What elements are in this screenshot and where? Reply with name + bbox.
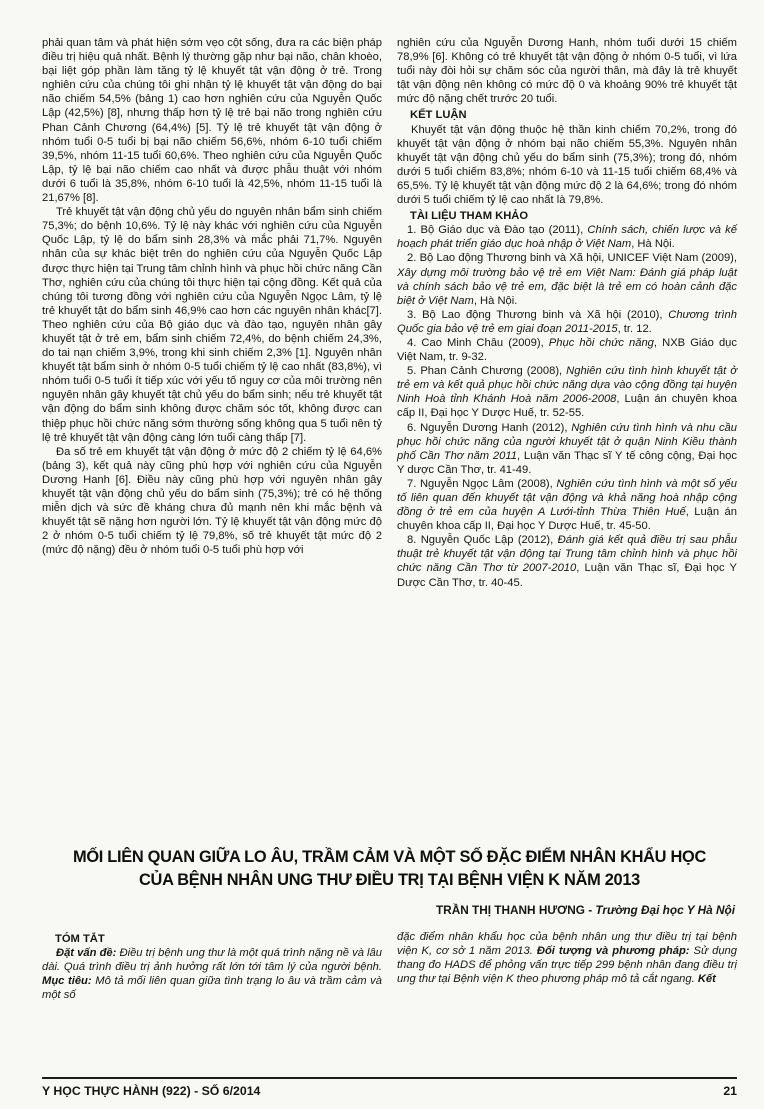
ref-authors: 4. Cao Minh Châu (2009),: [407, 336, 549, 349]
ref-title: Đánh giá kết quả điều trị sau phẫu thuật trẻ khuyết tật vận động tại Trung tâm chỉnh hình và phục hồi chức năng Cần Thơ từ 2007-2010: [397, 534, 737, 575]
abstract-text: Điều trị bệnh ung thư là một quá trình nặng nề và lâu dài. Quá trình điều trị ảnh hưởng rất lớn tới tâm lý của người bệnh.: [42, 947, 382, 974]
ref-authors: 6. Nguyễn Dương Hanh (2012),: [407, 421, 572, 434]
article2-title: [42, 846, 737, 892]
ref-authors: 2. Bộ Lao động Thương binh và Xã hội, UNICEF Việt Nam (2009),: [407, 252, 737, 265]
paragraph-causes: Trẻ khuyết tật vận động chủ yếu do nguyên nhân bẩm sinh chiếm 75,3%; do bệnh 10,6%. Tỷ lệ này khác với nghiên cứu của Nguyễn Quốc Lập, tỷ lệ do bẩm sinh 28,3% và mắc phải 71,7%. Nguyên nhân của sự khác biệt trên do nghiên cứu của Nguyễn Quốc Lập được thực hiện tại Trung tâm chỉnh hình và phục hồi chức năng Cần Thơ, nghiên cứu của chúng tôi thực hiện tại cộng đồng. Kết quả của chúng tôi tương đồng với nghiên cứu của Nguyễn Ngọc Lâm, tỷ lệ trẻ khuyết tật do bẩm sinh 46,9% cao hơn các nguyên nhân khác[7]. Theo nghiên cứu của Bộ giáo dục và đào tạo, nguyên nhân gây khuyết tật ở trẻ em, bẩm sinh chiếm 72,4%, do bệnh chiếm 24,3%, do tai nạn chiếm 3,9%, trong khi sinh chiếm 2,3% [1]. Nguyên nhân khuyết tật bẩm sinh ở nhóm 0-5 tuổi chiếm tỷ lệ cao nhất (83,8%), vì nhóm tuổi 0-5 tuổi ít tiếp xúc với yếu tố nguy cơ của môi trường nên nguyên nhân gây khuyết tật chủ yếu do bẩm sinh; nếu trẻ khuyết tật vận động do bẩm sinh không được chăm sóc tốt, không được can thiệp phục hồi chức năng sớm thường sống không qua 5 tuổi nên tỷ lệ trẻ khuyết tật vận động càng lớn tuổi càng thấp [7].: [42, 206, 382, 444]
abstract-paragraph: [397, 930, 737, 986]
ref-title: Nghiên cứu tình hình khuyết tật ở trẻ em và kết quả phục hồi chức năng dựa vào cộng đồng tại huyện Ninh Hoà tỉnh Khánh Hoà năm 2006-2008: [397, 365, 737, 406]
conclusion-heading: KẾT LUẬN: [410, 109, 467, 122]
abstract-heading: TÓM TẮT: [55, 933, 105, 945]
ref-tail: , Hà Nội.: [473, 294, 518, 307]
abstract-text: Sử dụng thang đo HADS để phỏng vấn trực tiếp 299 bệnh nhân đang điều trị ung thư tại Bệnh viện K theo phương pháp mô tả cắt ngang.: [397, 945, 737, 986]
abstract-paragraph: [42, 946, 382, 1002]
abstract-text: đặc điểm nhân khẩu học của bệnh nhân ung thư điều trị tại bệnh viện K, cơ sở 1 năm 2013.: [397, 931, 737, 958]
author-name: TRẦN THỊ THANH HƯƠNG -: [435, 903, 596, 917]
abstract-left-column: [42, 930, 382, 1002]
ref-tail: , Luận án chuyên khoa cấp II, Đại học Y Dược Huế, tr. 45-50.: [397, 506, 737, 533]
ref-tail: , tr. 12.: [617, 322, 652, 335]
title-line-2: CỦA BỆNH NHÂN UNG THƯ ĐIỀU TRỊ TẠI BỆNH VIỆN K NĂM 2013: [139, 871, 640, 889]
left-column: [42, 36, 382, 557]
reference-item: [397, 223, 737, 251]
reference-item: [397, 421, 737, 477]
references-heading: TÀI LIỆU THAM KHẢO: [410, 210, 529, 223]
page-footer: [42, 1077, 737, 1098]
reference-item: [397, 308, 737, 336]
abstract-text: Mô tả mối liên quan giữa tình trạng lo âu và trầm cảm và một số: [42, 975, 382, 1002]
title-line-1: MỐI LIÊN QUAN GIỮA LO ÂU, TRẦM CẢM VÀ MỘT SỐ ĐẶC ĐIỂM NHÂN KHẨU HỌC: [72, 848, 706, 866]
ref-tail: , Luận văn Thạc sĩ, Đại học Y Dược Cần Thơ, tr. 40-45.: [397, 562, 737, 589]
author-affiliation: Trường Đại học Y Hà Nội: [595, 903, 735, 917]
paragraph-continuation: phải quan tâm và phát hiện sớm vẹo cột sống, đưa ra các biện pháp điều trị hiệu quả nhất. Bệnh lý thường gặp như bại não, chân khoèo, bại liệt góp phần làm tăng tỷ lệ khuyết tật vận động ở trẻ. Trong nghiên cứu của chúng tôi ghi nhận tỷ lệ khuyết tật vận động do bại não chiếm 54,5% (bảng 1) cao hơn nghiên cứu của Nguyễn Quốc Lập (42,5%) [8], nhưng thấp hơn tỷ lệ trẻ bại não trong nghiên cứu Phan Cảnh Chương (64,4%) [5]. Tỷ lệ trẻ khuyết tật vận động ở nhóm tuổi 0-5 tuổi bị bại não chiếm 56,6%, nhóm 6-10 tuổi chiếm 39,5%, nhóm 11-15 tuổi 60,6%. Theo nghiên cứu của Nguyễn Quốc Lập, tỷ lệ bại não chiếm cao nhất và được phẫu thuật với nhóm dưới 6 tuổi là 35,8%, nhóm 6-10 tuổi là 42,5%, nhóm 11-15 tuổi là 21,67% [8].: [42, 37, 382, 205]
abstract-label-objective: Mục tiêu:: [42, 975, 92, 988]
ref-title: Chương trình Quốc gia bảo vệ trẻ em giai đoạn 2011-2015: [397, 308, 737, 335]
paragraph-continuation: nghiên cứu của Nguyễn Dương Hanh, nhóm tuổi dưới 15 chiếm 78,9% [6]. Không có trẻ khuyết tật vận động ở nhóm 0-5 tuổi, vì lứa tuổi này đòi hỏi sự chăm sóc của người thân, mà đây là trẻ khuyết tật vận động nên không có mức độ 0 và khoảng 90% trẻ khuyết tật mức độ nặng chết trước 20 tuổi.: [397, 37, 737, 106]
ref-title: Chính sách, chiến lược và kế hoạch phát triển giáo dục hoà nhập ở Việt Nam: [397, 224, 737, 251]
paragraph-severity: Đa số trẻ em khuyết tật vận động ở mức độ 2 chiếm tỷ lệ 64,6% (bảng 3), kết quả này cũng phù hợp với nghiên cứu của Nguyễn Dương Hanh [6]. Điều này cũng phù hợp với nguyên nhân gây khuyết tật vận động chủ yếu do bẩm sinh (75,3%); trẻ có hệ thống miễn dịch và sức đề kháng chưa đủ mạnh nên khi mắc bệnh và khuyết tật sẽ nặng hơn người lớn. Tỷ lệ khuyết tật vận động mức độ 2 ở nhóm 0-5 tuổi chiếm tỷ lệ 79,8%, số trẻ khuyết tật mức độ 2 (mức độ nặng) đều ở nhóm tuổi 0-5 tuổi phù hợp với: [42, 445, 382, 557]
ref-tail: , Hà Nội.: [631, 238, 675, 251]
reference-item: [397, 336, 737, 364]
ref-authors: 3. Bộ Lao động Thương binh và Xã hội (2010),: [407, 308, 669, 321]
journal-name: Y HỌC THỰC HÀNH (922) - SỐ 6/2014: [42, 1084, 261, 1098]
reference-item: [397, 364, 737, 420]
ref-authors: 7. Nguyễn Ngọc Lâm (2008),: [407, 477, 557, 490]
ref-authors: 5. Phan Cảnh Chương (2008),: [407, 365, 567, 378]
reference-item: [397, 477, 737, 533]
right-column: [397, 36, 737, 590]
page-number: 21: [723, 1084, 737, 1098]
discussion-columns: [42, 36, 737, 836]
conclusion-paragraph: Khuyết tật vận động thuộc hệ thần kinh chiếm 70,2%, trong đó khuyết tật vận động ở nhóm bại não chiếm 55,3%. Nguyên nhân khuyết tật vận động chủ yếu do bẩm sinh (75,3%); trong đó, nhóm dưới 5 tuổi chiếm 83,8%; nhóm 6-10 và 11-15 tuổi chiếm 68,4% và 65,5%. Tỷ lệ khuyết tật vận động mức độ 2 là 64,6%; trong đó nhóm dưới 5 tuổi chiếm tỷ lệ cao nhất là 79,8%.: [397, 123, 737, 207]
ref-authors: 8. Nguyễn Quốc Lập (2012),: [407, 534, 558, 547]
ref-title: Phục hồi chức năng: [548, 336, 654, 349]
article2-byline: [42, 903, 737, 917]
ref-title: Nghiên cứu tình hình và một số yếu tố liên quan đến khuyết tật vận động và khả năng hoà nhập cộng đồng ở trẻ em của huyện A Lưới-tỉnh Thừa Thiên Huế: [397, 477, 738, 519]
abstract-label-results: Kết: [697, 973, 716, 986]
ref-title: Nghiên cứu tình hình và nhu cầu phục hồi chức năng của người khuyết tật ở quận Ninh Kiều thành phố Cần Thơ năm 2011: [397, 421, 737, 462]
abstract-label-methods: Đối tượng và phương pháp:: [536, 945, 690, 958]
article2-abstract: [42, 930, 737, 1002]
abstract-right-column: [397, 930, 737, 1002]
reference-item: [397, 251, 737, 307]
abstract-label-background: Đặt vấn đề:: [56, 947, 117, 960]
ref-tail: , NXB Giáo dục Việt Nam, tr. 9-32.: [397, 336, 737, 364]
ref-tail: , Luận văn Thạc sĩ Y tế công cộng, Đại học Y dược Cần Thơ, tr. 41-49.: [397, 449, 737, 476]
ref-authors: 1. Bộ Giáo dục và Đào tạo (2011),: [407, 224, 588, 237]
reference-item: [397, 533, 737, 589]
ref-tail: , Luận án chuyên khoa cấp II, Đại học Y Dược Huế, tr. 52-55.: [397, 393, 737, 420]
ref-title: Xây dựng môi trường bảo vệ trẻ em Việt Nam: Đánh giá pháp luật và chính sách bảo vệ trẻ em, đặc biệt là trẻ em có hoàn cảnh đặc biệt ở Việt Nam: [397, 266, 737, 307]
